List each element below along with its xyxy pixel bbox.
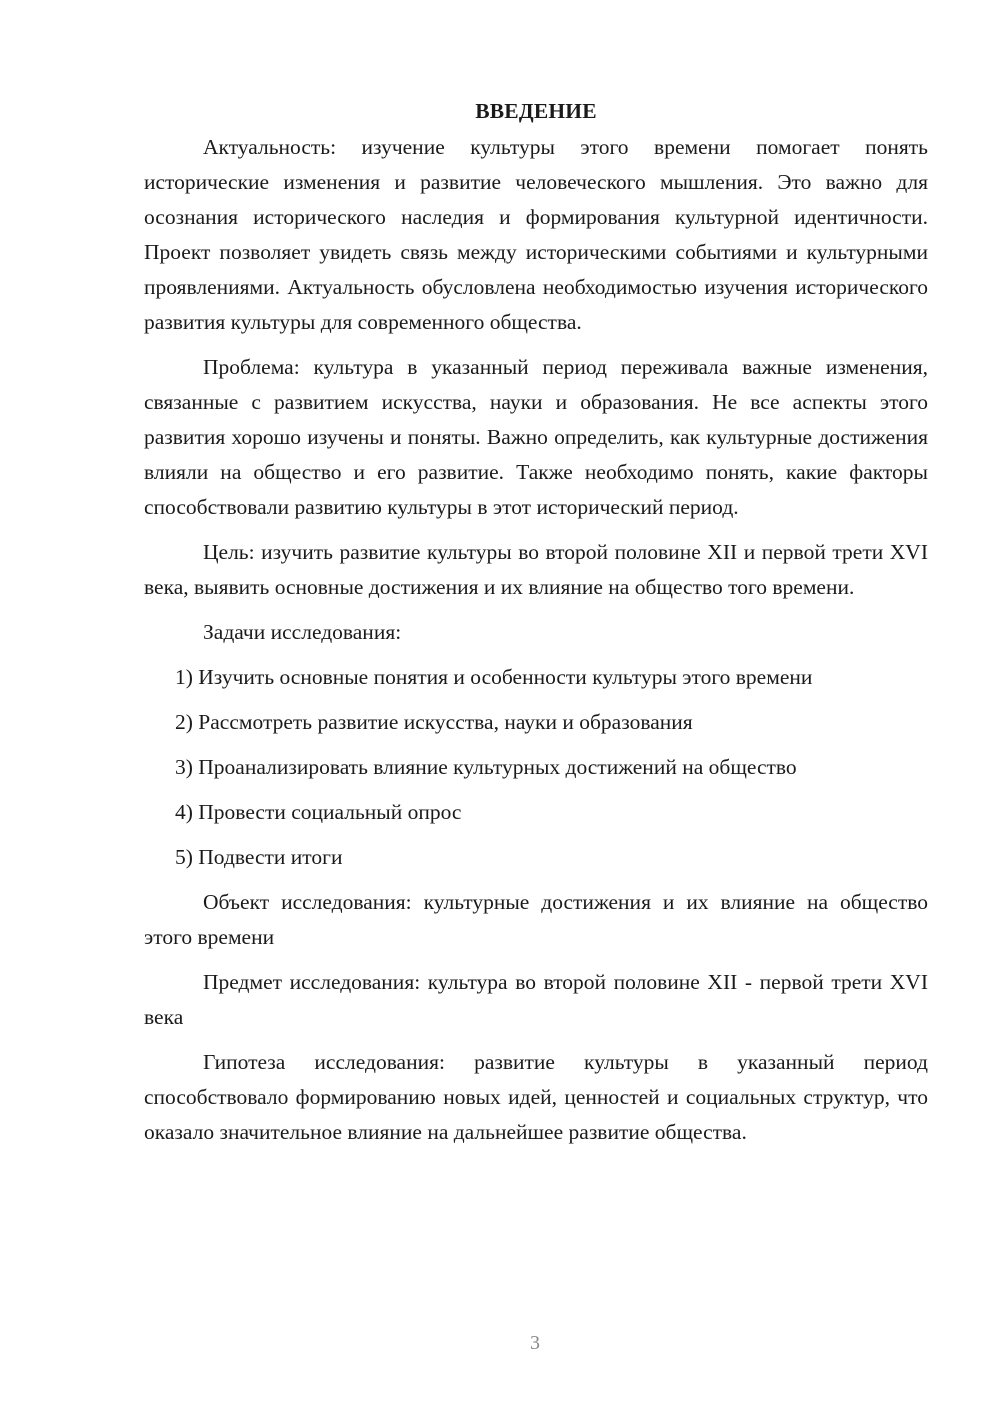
paragraph-subject: Предмет исследования: культура во второй половине XII - первой трети XVI века	[144, 970, 928, 1029]
page-title: ВВЕДЕНИЕ	[475, 99, 597, 123]
list-item: 2) Рассмотреть развитие искусства, науки и образования	[175, 710, 693, 734]
paragraph-relevance: Актуальность: изучение культуры этого времени помогает понять исторические изменения и развитие человеческого мышления. Это важно для осознания исторического наследия и формирования культурной идентичности. Проект позволяет увидеть связь между историческими событиями и культурными проявлениями. Актуальность обусловлена необходимостью изучения исторического развития культуры для современного общества.	[144, 135, 928, 334]
tasks-list	[144, 660, 928, 875]
page-number: 3	[530, 1332, 540, 1354]
list-item: 4) Провести социальный опрос	[175, 800, 462, 824]
paragraph-problem: Проблема: культура в указанный период переживала важные изменения, связанные с развитием искусства, науки и образования. Не все аспекты этого развития хорошо изучены и поняты. Важно определить, как культурные достижения влияли на общество и его развитие. Также необходимо понять, какие факторы способствовали развитию культуры в этот исторический период.	[144, 355, 928, 519]
list-item: 1) Изучить основные понятия и особенности культуры этого времени	[175, 665, 813, 689]
page-content	[144, 96, 928, 1160]
tasks-heading: Задачи исследования:	[203, 620, 402, 644]
paragraph-object: Объект исследования: культурные достижения и их влияние на общество этого времени	[144, 890, 928, 949]
paragraph-hypothesis: Гипотеза исследования: развитие культуры в указанный период способствовало формированию новых идей, ценностей и социальных структур, что оказало значительное влияние на дальнейшее развитие общества.	[144, 1050, 928, 1144]
list-item: 3) Проанализировать влияние культурных достижений на общество	[175, 755, 797, 779]
paragraph-goal: Цель: изучить развитие культуры во второй половине XII и первой трети XVI века, выявить основные достижения и их влияние на общество того времени.	[144, 540, 928, 599]
list-item: 5) Подвести итоги	[175, 845, 343, 869]
